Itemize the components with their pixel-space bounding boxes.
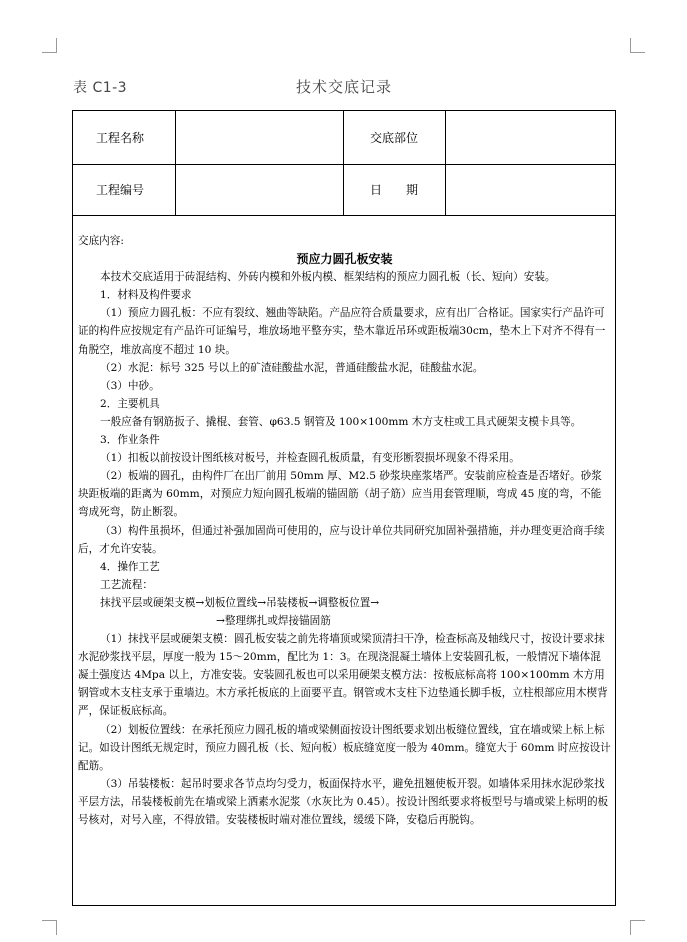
paragraph-hollow-slab: （1）预应力圆孔板：不应有裂纹、翘曲等缺陷。产品应符合质量要求，应有出厂合格证。国家实行产品许可证的构件应按规定有产品许可证编号，堆放场地平整夯实，垫木靠近吊环或距板端30cm，垫木上下对齐不得有一角脱空，堆放高度不超过 10 块。 xyxy=(78,307,606,356)
crop-mark-bottom-right xyxy=(630,920,645,935)
process-flow-label: 工艺流程： xyxy=(100,578,153,591)
process-flow-line-1: 抹找平层或硬架支模→划板位置线→吊装楼板→调整板位置→ xyxy=(100,596,380,609)
heading-tools: 2．主要机具 xyxy=(100,397,160,410)
location-label: 交底部位 xyxy=(370,131,419,145)
paragraph-step-2: （2）划板位置线：在承托预应力圆孔板的墙或梁侧面按设计图纸要求划出板缝位置线，宜在墙或梁上标上标记。如设计图纸无规定时，预应力圆孔板（长、短向板）板底缝宽度一般为 40mm。缝宽大于 60mm 时应按设计配筋。 xyxy=(78,723,611,772)
crop-mark-top-right xyxy=(630,38,645,53)
paragraph-condition-2: （2）板端的圆孔，由构件厂在出厂前用 50mm 厚、M2.5 砂浆块座浆堵严。安装前应检查是否堵好。砂浆块距板端的距离为 60mm，对预应力短向圆孔板端的锚固筋（胡子筋）应当用套管理顺，弯成 45 度的弯，不能弯成死弯，防止断裂。 xyxy=(78,470,602,519)
form-number: 表 C1-3 xyxy=(73,80,128,96)
paragraph-condition-3: （3）构件虽损坏，但通过补强加固尚可使用的，应与设计单位共同研究加固补强措施，并办理变更洽商手续后，才允许安装。 xyxy=(78,524,605,555)
handover-content xyxy=(78,232,611,829)
project-name-label: 工程名称 xyxy=(96,131,145,145)
date-label: 日 期 xyxy=(370,183,419,197)
paragraph-condition-1: （1）扣板以前按设计图纸核对板号，并检查圆孔板质量，有变形断裂损坏现象不得采用。 xyxy=(100,452,520,465)
column-divider xyxy=(445,111,446,215)
handover-record-form xyxy=(72,110,616,906)
content-label: 交底内容: xyxy=(78,235,124,247)
paragraph-step-1: （1）抹找平层或硬架支模：圆孔板安装之前先将墙顶或梁顶清扫干净，检查标高及轴线尺寸，按设计要求抹水泥砂浆找平层，厚度一般为 15～20mm，配比为 1：3。在现浇混凝土墙体上安装圆孔板，一般情况下墙体混凝土强度达 4Mpa 以上，方准安装。安装圆孔板也可以采用硬架支模方法：按板底标高将 100×100mm 木方用钢管或木支柱支承于重墙边。木方承托板底的上面要平直。钢管或木支柱下边垫通长脚手板，立柱根部应用木楔背严，保证板底标高。 xyxy=(78,633,608,718)
column-divider xyxy=(175,111,176,215)
paragraph-step-3: （3）吊装楼板：起吊时要求各节点均匀受力，板面保持水平，避免扭翘使板开裂。如墙体采用抹水泥砂浆找平层方法，吊装楼板前先在墙或梁上洒素水泥浆（水灰比为 0.45）。按设计图纸要求将板型号与墙或梁上标明的板号核对，对号入座，不得放错。安装楼板时端对准位置线，缓缓下降，安稳后再脱钩。 xyxy=(78,777,609,826)
heading-materials: 1．材料及构件要求 xyxy=(100,289,192,302)
paragraph-sand: （3）中砂。 xyxy=(100,379,160,392)
column-divider xyxy=(343,111,344,215)
paragraph-cement: （2）水泥：标号 325 号以上的矿渣硅酸盐水泥，普通硅酸盐水泥，硅酸盐水泥。 xyxy=(100,361,484,374)
crop-mark-top-left xyxy=(42,38,57,53)
heading-process: 4．操作工艺 xyxy=(100,560,160,573)
process-flow-line-2: →整理绑扎或焊接锚固筋 xyxy=(216,614,331,627)
crop-mark-bottom-left xyxy=(42,920,57,935)
heading-conditions: 3．作业条件 xyxy=(100,434,160,447)
paragraph-scope: 本技术交底适用于砖混结构、外砖内模和外板内模、框架结构的预应力圆孔板（长、短向）安装。 xyxy=(100,271,556,284)
project-number-label: 工程编号 xyxy=(96,183,145,197)
content-title: 预应力圆孔板安装 xyxy=(296,252,393,267)
paragraph-tools: 一般应备有钢筋扳子、撬棍、套管、φ63.5 钢管及 100×100mm 木方支柱或工具式硬架支模卡具等。 xyxy=(100,415,582,428)
info-row-1 xyxy=(73,111,615,165)
info-row-2 xyxy=(73,164,615,216)
form-title: 技术交底记录 xyxy=(296,78,393,96)
